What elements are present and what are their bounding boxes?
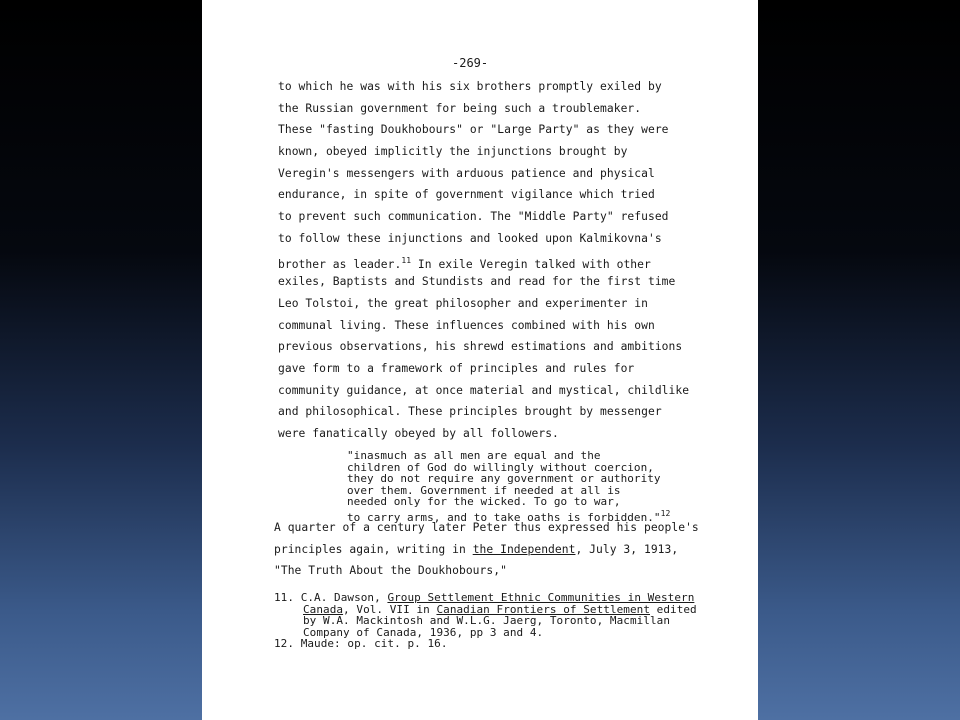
body-line-text: principles again, writing in [274, 542, 473, 556]
body-line: gave form to a framework of principles and rules for [278, 361, 635, 375]
body-line: to prevent such communication. The "Middle Party" refused [278, 210, 669, 224]
body-line [278, 250, 689, 272]
cited-title: Canada [303, 602, 344, 616]
footnote-ref-12: 12 [660, 508, 671, 518]
block-quote [347, 449, 671, 524]
footnote-11-cont: Company of Canada, 1936, pp 3 and 4. [303, 625, 544, 639]
body-line: A quarter of a century later Peter thus expressed his people's [274, 521, 699, 534]
cited-series: Canadian Frontiers of Settlement [436, 602, 650, 616]
body-line: and philosophical. These principles brought by messenger [278, 405, 662, 419]
quote-line: they do not require any government or authority [347, 472, 661, 486]
page-number: -269- [452, 56, 489, 70]
quote-line: needed only for the wicked. To go to war, [347, 495, 621, 509]
body-text [278, 76, 689, 445]
footnote-ref-11: 11 [401, 255, 412, 265]
body-line: endurance, in spite of government vigilance which tried [278, 188, 655, 202]
footnote-12: 12. Maude: op. cit. p. 16. [274, 637, 448, 651]
footnote-11-cont: by W.A. Mackintosh and W.L.G. Jaerg, Toronto, Macmillan [303, 614, 670, 628]
body-line: were fanatically obeyed by all followers. [278, 427, 559, 440]
quote-line: over them. Government if needed at all is [347, 483, 621, 497]
body-line-text: , July 3, 1913, [575, 542, 679, 556]
body-line: previous observations, his shrewd estimations and ambitions [278, 340, 683, 354]
body-line-text: In exile Veregin talked with other [417, 257, 651, 271]
footnote-text: edited [650, 602, 697, 616]
body-line: known, obeyed implicitly the injunctions brought by [278, 145, 628, 159]
body-line: Veregin's messengers with arduous patience and physical [278, 166, 655, 180]
body-line: These "fasting Doukhobours" or "Large Party" as they were [278, 123, 669, 137]
body-line: community guidance, at once material and mystical, childlike [278, 383, 690, 397]
footnote-text: , Vol. VII in [343, 602, 437, 616]
body-line: to which he was with his six brothers promptly exiled by [278, 80, 662, 93]
body-line: to follow these injunctions and looked upon Kalmikovna's [278, 231, 662, 245]
body-line [274, 539, 699, 561]
footnotes [274, 592, 697, 650]
body-line: exiles, Baptists and Stundists and read for the first time [278, 275, 676, 289]
body-line-text: brother as leader. [278, 257, 402, 271]
body-line: "The Truth About the Doukhobours," [274, 564, 507, 578]
publication-title: the Independent [472, 542, 576, 556]
footnote-text: 11. C.A. Dawson, [274, 591, 388, 604]
quote-line-text: to carry arms, and to take oaths is forbidden." [347, 510, 661, 524]
quote-line: children of God do willingly without coercion, [347, 460, 654, 474]
document-page [202, 0, 758, 720]
quote-line: "inasmuch as all men are equal and the [347, 449, 601, 462]
body-line: Leo Tolstoi, the great philosopher and experimenter in [278, 296, 648, 310]
body-text-continued [274, 517, 699, 582]
body-line: communal living. These influences combined with his own [278, 318, 655, 332]
body-line: the Russian government for being such a troublemaker. [278, 101, 642, 115]
cited-title: Group Settlement Ethnic Communities in Western [387, 591, 695, 604]
